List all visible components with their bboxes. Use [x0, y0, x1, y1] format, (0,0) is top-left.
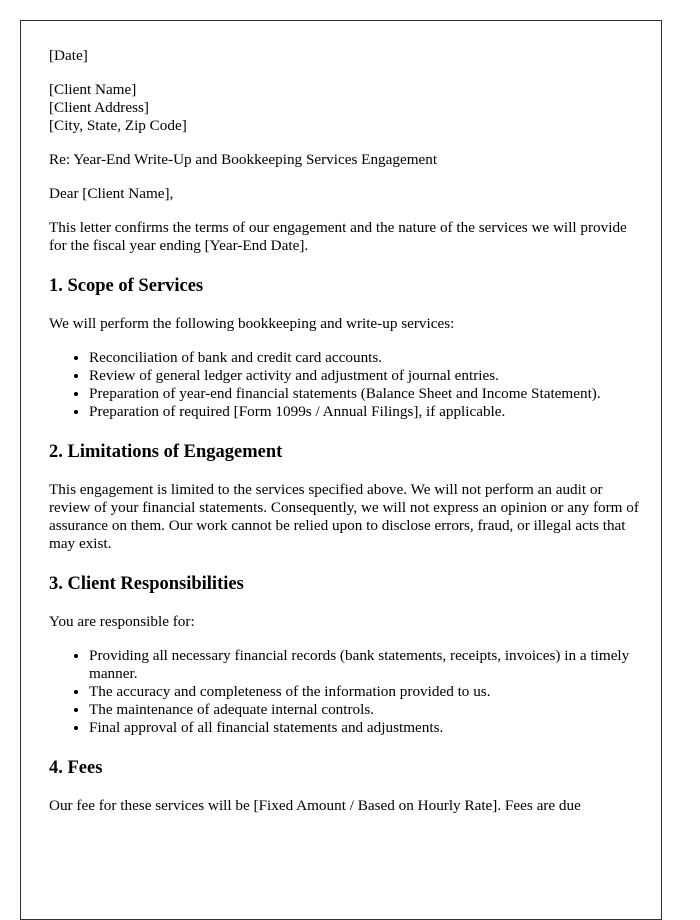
list-item: • Providing all necessary financial records (bank statements, receipts, invoices) in a timely manner. — [89, 647, 679, 683]
responsibilities-intro: You are responsible for: — [49, 613, 195, 630]
client-address: [Client Address] — [49, 99, 149, 116]
list-item: • Final approval of all financial statements and adjustments. — [89, 719, 679, 737]
client-address-block — [49, 81, 633, 135]
section-heading-fees: 4. Fees — [49, 758, 103, 778]
fees-paragraph: Our fee for these services will be [Fixed Amount / Based on Hourly Rate]. Fees are due — [49, 797, 581, 814]
intro-paragraph: This letter confirms the terms of our engagement and the nature of the services we will provide for the fiscal year ending [Year-End Date]. — [49, 219, 627, 254]
list-item: • Review of general ledger activity and adjustment of journal entries. — [89, 367, 633, 385]
document-viewport[interactable] — [20, 20, 662, 814]
limitations-paragraph: This engagement is limited to the services specified above. We will not perform an audit or review of your financial statements. Consequently, we will not express an opinion or any form of assurance on them. Our work cannot be relied upon to disclose errors, fraud, or illegal acts that may exist. — [49, 481, 639, 552]
letter-page — [20, 20, 662, 920]
scope-intro: We will perform the following bookkeeping and write-up services: — [49, 315, 455, 332]
list-item: • Preparation of required [Form 1099s / Annual Filings], if applicable. — [89, 403, 633, 421]
section-heading-scope: 1. Scope of Services — [49, 276, 204, 296]
section-heading-limitations: 2. Limitations of Engagement — [49, 442, 283, 462]
client-city-state-zip: [City, State, Zip Code] — [49, 117, 187, 134]
client-name: [Client Name] — [49, 81, 137, 98]
salutation: Dear [Client Name], — [49, 185, 174, 202]
list-item: • The accuracy and completeness of the information provided to us. — [89, 683, 679, 701]
scope-list — [49, 349, 633, 421]
list-item: • Reconciliation of bank and credit card accounts. — [89, 349, 633, 367]
section-heading-responsibilities: 3. Client Responsibilities — [49, 574, 244, 594]
list-item: • The maintenance of adequate internal controls. — [89, 701, 679, 719]
list-item: • Preparation of year-end financial statements (Balance Sheet and Income Statement). — [89, 385, 633, 403]
responsibilities-list — [49, 647, 679, 737]
letter-date: [Date] — [49, 47, 88, 64]
subject-line: Re: Year-End Write-Up and Bookkeeping Services Engagement — [49, 151, 438, 168]
